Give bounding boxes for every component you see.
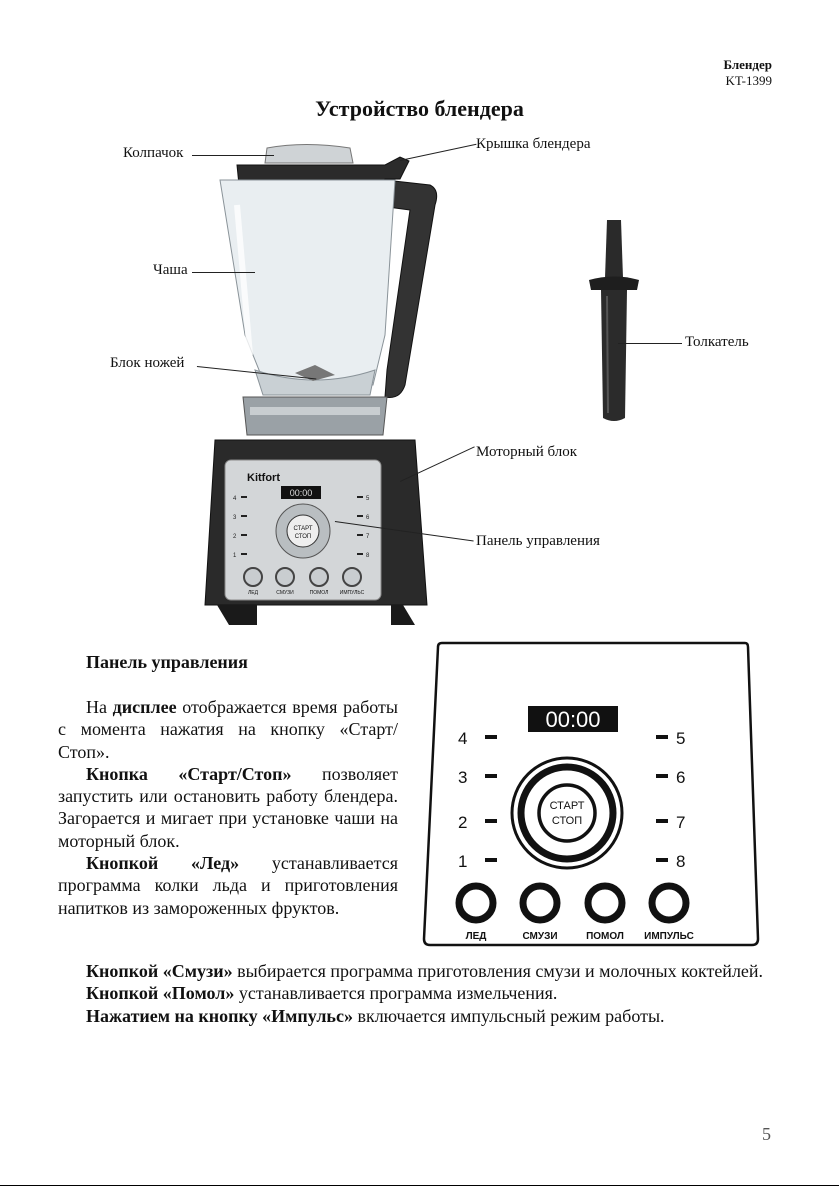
diagram-speed-4: 4 — [458, 729, 468, 748]
control-panel-diagram — [400, 633, 780, 953]
para-ice: Кнопкой «Лед» устанавливается программа колки льда и приготовления напитков из замороженных фруктов. — [58, 853, 398, 918]
photo-speed-8: 8 — [366, 553, 370, 559]
diagram-speed-6: 6 — [676, 768, 686, 787]
photo-display: 00:00 — [289, 488, 313, 498]
photo-speed-2: 2 — [233, 534, 237, 540]
callout-panel: Панель управления — [476, 533, 600, 549]
photo-stop: СТОП — [294, 534, 312, 540]
diagram-btn-smoothie-circle — [523, 886, 557, 920]
photo-speed-6: 6 — [366, 515, 370, 521]
callout-motor: Моторный блок — [476, 444, 578, 460]
section-title: Панель управления — [86, 652, 248, 672]
para-pulse: Нажатием на кнопку «Импульс» включается импульсный режим работы. — [86, 1005, 665, 1026]
diagram-speed-3: 3 — [458, 768, 468, 787]
callout-jar: Чаша — [153, 262, 188, 278]
brand-logo: Kitfort — [247, 472, 280, 484]
diagram-btn-pulse-circle — [652, 886, 686, 920]
photo-start: СТАРТ — [293, 526, 313, 532]
diagram-stop: СТОП — [551, 815, 583, 827]
para-grind: Кнопкой «Помол» устанавливается программа измельчения. — [86, 983, 558, 1004]
diagram-start-stop-button — [539, 785, 595, 841]
blender-illustration — [195, 135, 455, 635]
photo-speed-4: 4 — [233, 496, 237, 502]
diagram-speed-8: 8 — [676, 852, 686, 871]
diagram-btn-ice-circle — [459, 886, 493, 920]
buttons-description — [58, 960, 771, 1027]
diagram-speed-5: 5 — [676, 729, 686, 748]
photo-speed-7: 7 — [366, 534, 370, 540]
diagram-label-grind: ПОМОЛ — [586, 931, 624, 942]
tamper-illustration — [585, 218, 645, 428]
page-number: 5 — [762, 1124, 771, 1144]
footer-rule — [0, 1185, 839, 1186]
para-display: На дисплее отображается время работы с момента нажатия на кнопку «Старт/Стоп». — [58, 697, 398, 762]
callout-tamper: Толкатель — [685, 334, 749, 350]
diagram-label-pulse: ИМПУЛЬС — [644, 931, 694, 942]
para-start-stop: Кнопка «Старт/Стоп» позволяет запустить или остановить работу блендера. Загорается и мигает при установке чаши на моторный блок. — [58, 763, 398, 851]
panel-description — [58, 696, 398, 919]
photo-speed-1: 1 — [233, 553, 237, 559]
photo-btn-pulse: ИМПУЛЬС — [339, 590, 365, 596]
page-title: Устройство блендера — [315, 96, 524, 121]
diagram-label-smoothie: СМУЗИ — [522, 931, 558, 942]
photo-speed-5: 5 — [366, 496, 370, 502]
para-smoothie: Кнопкой «Смузи» выбирается программа приготовления смузи и молочных коктейлей. — [86, 961, 764, 981]
header-model: KT-1399 — [725, 73, 772, 88]
diagram-speed-1: 1 — [458, 852, 468, 871]
diagram-btn-grind-circle — [588, 886, 622, 920]
callout-blades: Блок ножей — [110, 355, 185, 371]
photo-btn-ice: ЛЕД — [247, 590, 259, 596]
header-product: Блендер — [723, 57, 772, 72]
photo-btn-grind: ПОМОЛ — [309, 590, 329, 596]
callout-lid: Крышка блендера — [476, 136, 591, 152]
callout-cap: Колпачок — [123, 145, 184, 161]
diagram-start: СТАРТ — [549, 800, 585, 812]
diagram-speed-7: 7 — [676, 813, 686, 832]
photo-speed-3: 3 — [233, 515, 237, 521]
diagram-speed-2: 2 — [458, 813, 468, 832]
diagram-display: 00:00 — [545, 707, 601, 732]
photo-btn-smoothie: СМУЗИ — [276, 590, 294, 596]
diagram-label-ice: ЛЕД — [465, 931, 487, 942]
